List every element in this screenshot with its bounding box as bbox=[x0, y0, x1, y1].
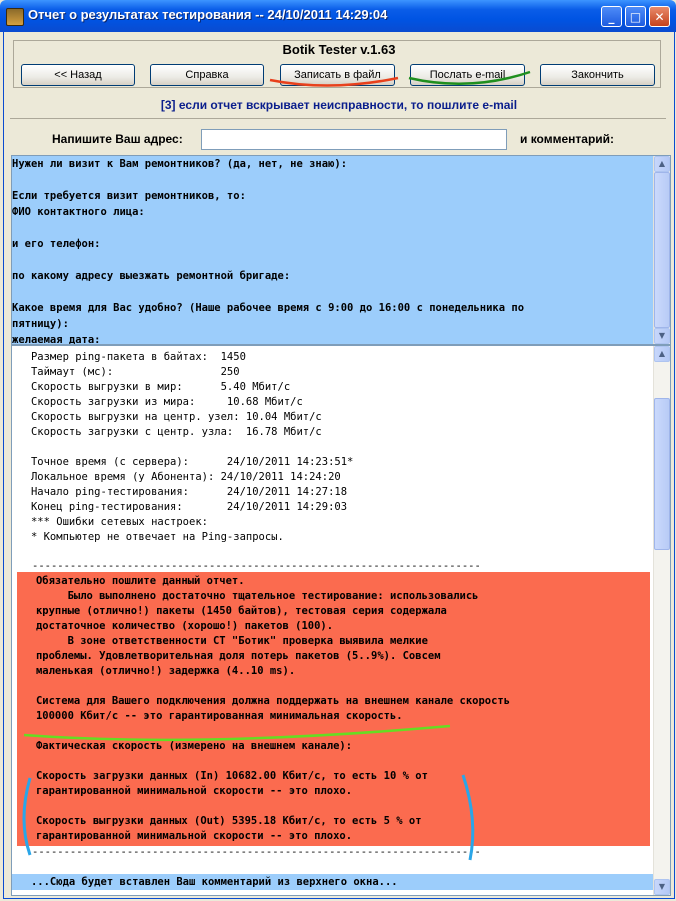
comment-line: ФИО контактного лица: bbox=[12, 206, 145, 218]
divider bbox=[10, 118, 666, 119]
scroll-thumb[interactable] bbox=[654, 172, 670, 328]
comment-scrollbar[interactable] bbox=[653, 156, 670, 344]
warning-line: достаточное количество (хорошо!) пакетов (100). bbox=[17, 620, 334, 632]
warning-line bbox=[17, 724, 650, 739]
warning-block bbox=[17, 572, 650, 846]
warning-line: Скорость выгрузки данных (Out) 5395.18 Кбит/с, то есть 5 % от bbox=[17, 815, 422, 827]
comment-line: желаемая дата: bbox=[12, 334, 101, 344]
separator: ----------------------------------------------------------------------- bbox=[32, 560, 481, 572]
report-line: Локальное время (у Абонента): 24/10/2011 14:24:20 bbox=[12, 471, 341, 483]
warning-line bbox=[17, 679, 650, 694]
address-input[interactable] bbox=[201, 129, 507, 150]
report-line: Скорость загрузки из мира: 10.68 Мбит/с bbox=[12, 396, 303, 408]
report-line: * Компьютер не отвечает на Ping-запросы. bbox=[12, 531, 284, 543]
warning-line: Было выполнено достаточно тщательное тестирование: использовались bbox=[17, 590, 479, 602]
comment-line bbox=[12, 284, 655, 300]
report-line: *** Ошибки сетевых настроек: bbox=[12, 516, 208, 528]
footer-comment-line: ...Сюда будет вставлен Ваш комментарий из верхнего окна... bbox=[12, 874, 655, 890]
warning-line: Скорость загрузки данных (In) 10682.00 Кбит/с, то есть 10 % от bbox=[17, 770, 428, 782]
warning-line: Фактическая скорость (измерено на внешнем канале): bbox=[17, 740, 353, 752]
warning-line: крупные (отлично!) пакеты (1450 байтов), тестовая серия содержала bbox=[17, 605, 447, 617]
comment-line: Если требуется визит ремонтников, то: bbox=[12, 190, 246, 202]
comment-line bbox=[12, 172, 655, 188]
comment-line: Какое время для Вас удобно? (Наше рабочее время с 9:00 до 16:00 с понедельника по bbox=[12, 302, 525, 314]
comment-line: по какому адресу выезжать ремонтной бригаде: bbox=[12, 270, 291, 282]
report-line: Конец ping-тестирования: 24/10/2011 14:29:03 bbox=[12, 501, 348, 513]
report-line: Начало ping-тестирования: 24/10/2011 14:27:18 bbox=[12, 486, 348, 498]
comment-line: пятницу): bbox=[12, 318, 69, 330]
report-line: Скорость выгрузки в мир: 5.40 Мбит/с bbox=[12, 381, 291, 393]
comment-line: и его телефон: bbox=[12, 238, 101, 250]
report-line: Таймаут (мс): 250 bbox=[12, 366, 240, 378]
warning-line: проблемы. Удовлетворительная доля потерь пакетов (5..9%). Совсем bbox=[17, 650, 441, 662]
send-email-button[interactable]: Послать e-mail bbox=[410, 64, 525, 86]
warning-line: Система для Вашего подключения должна поддержать на внешнем канале скорость bbox=[17, 695, 511, 707]
report-line: Скорость загрузки с центр. узла: 16.78 Мбит/с bbox=[12, 426, 322, 438]
comment-line bbox=[12, 252, 655, 268]
warning-line: гарантированной минимальной скорости -- это плохо. bbox=[17, 785, 353, 797]
report-line: Скорость выгрузки на центр. узел: 10.04 Мбит/с bbox=[12, 411, 322, 423]
report-line bbox=[12, 440, 655, 455]
comment-line: Нужен ли визит к Вам ремонтников? (да, нет, не знаю): bbox=[12, 158, 348, 170]
address-label: Напишите Ваш адрес: bbox=[52, 132, 183, 146]
report-textarea[interactable] bbox=[11, 345, 671, 896]
window-title: Отчет о результатах тестирования -- 24/10/2011 14:29:04 bbox=[28, 7, 388, 22]
scroll-up-button[interactable]: ▲ bbox=[654, 346, 670, 362]
close-button[interactable]: ✕ bbox=[649, 6, 670, 27]
report-lines bbox=[12, 350, 655, 560]
report-line: Точное время (с сервера): 24/10/2011 14:23:51* bbox=[12, 456, 354, 468]
comment-text bbox=[12, 156, 655, 344]
comment-textarea[interactable] bbox=[11, 155, 671, 345]
warning-line: гарантированной минимальной скорости -- это плохо. bbox=[17, 830, 353, 842]
title-bar[interactable] bbox=[0, 0, 676, 32]
warning-line: Обязательно пошлите данный отчет. bbox=[17, 575, 245, 587]
help-button[interactable]: Справка bbox=[150, 64, 264, 86]
report-line bbox=[12, 545, 655, 560]
warning-line: В зоне ответственности СТ "Ботик" проверка выявила мелкие bbox=[17, 635, 428, 647]
save-to-file-button[interactable]: Записать в файл bbox=[280, 64, 395, 86]
finish-button[interactable]: Закончить bbox=[540, 64, 655, 86]
minimize-button[interactable]: _ bbox=[601, 6, 622, 27]
back-button[interactable]: << Назад bbox=[21, 64, 135, 86]
app-title: Botik Tester v.1.63 bbox=[282, 42, 396, 57]
scroll-down-button[interactable]: ▼ bbox=[654, 328, 670, 344]
scroll-up-button[interactable]: ▲ bbox=[654, 156, 670, 172]
scroll-down-button[interactable]: ▼ bbox=[654, 879, 670, 895]
scroll-thumb[interactable] bbox=[654, 398, 670, 550]
app-icon bbox=[6, 8, 24, 26]
separator: ----------------------------------------------------------------------- bbox=[32, 846, 481, 858]
warning-line: маленькая (отлично!) задержка (4..10 ms). bbox=[17, 665, 296, 677]
warning-line bbox=[17, 754, 650, 769]
window-body bbox=[3, 32, 675, 899]
warning-line: 100000 Кбит/с -- это гарантированная минимальная скорость. bbox=[17, 710, 403, 722]
maximize-button[interactable]: □ bbox=[625, 6, 646, 27]
report-scrollbar[interactable] bbox=[653, 346, 670, 895]
comment-line bbox=[12, 220, 655, 236]
warning-line bbox=[17, 799, 650, 814]
report-content bbox=[12, 350, 655, 858]
comment-label: и комментарий: bbox=[520, 132, 615, 146]
report-line: Размер ping-пакета в байтах: 1450 bbox=[12, 351, 246, 363]
hint-text: [3] если отчет вскрывает неисправности, то пошлите e-mail bbox=[160, 98, 518, 112]
